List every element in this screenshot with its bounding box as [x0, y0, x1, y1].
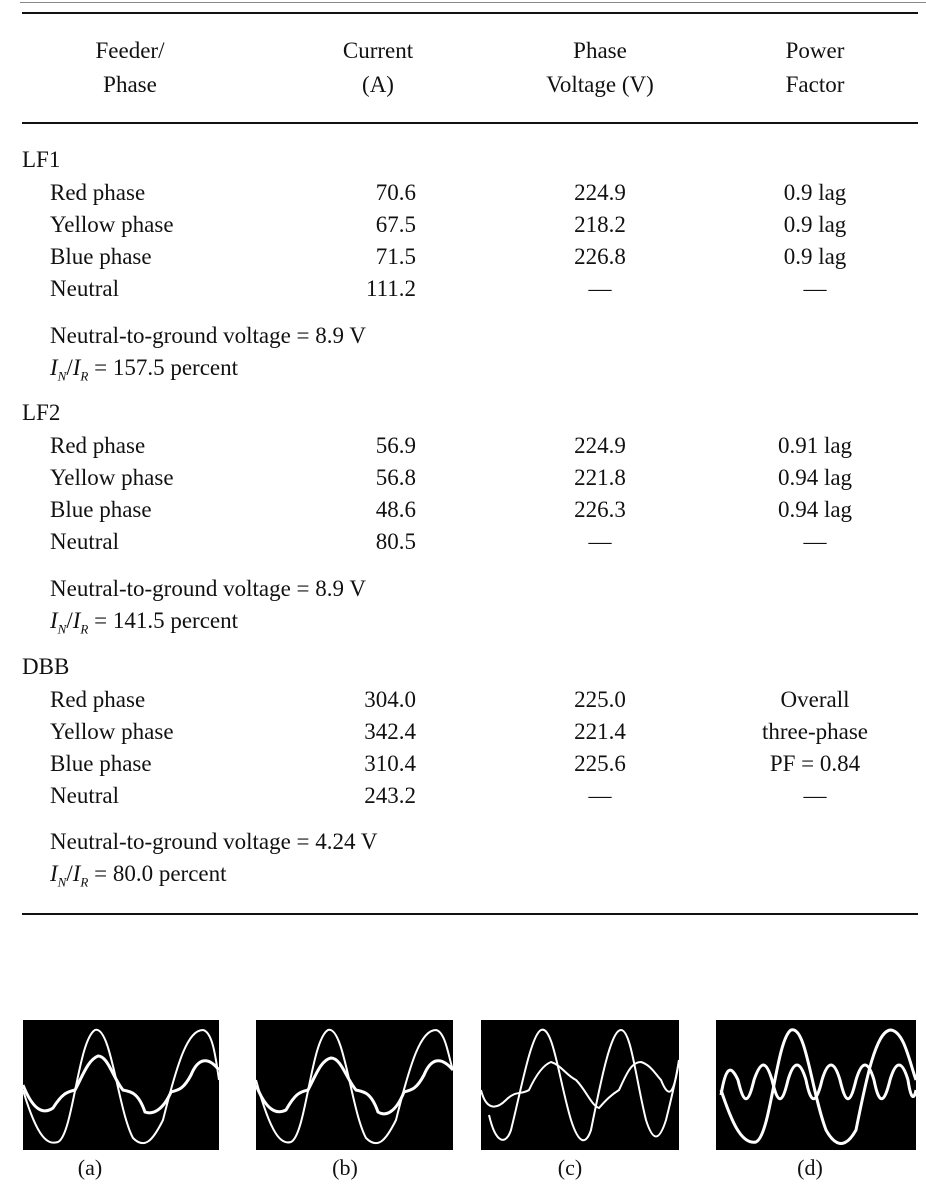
voltage-cell: 225.0	[574, 687, 626, 712]
header-line: (A)	[362, 72, 394, 97]
pf-cell: 0.94 lag	[777, 497, 853, 522]
header-line: Factor	[785, 72, 845, 97]
header-line: Voltage (V)	[546, 72, 654, 97]
table-row	[0, 780, 926, 812]
ng-label: Neutral-to-ground voltage =	[50, 576, 316, 601]
phase-cell: Red phase	[50, 687, 146, 712]
waveform-icon	[481, 1020, 679, 1150]
voltage-cell: —	[588, 276, 612, 301]
waveform-icon	[256, 1020, 453, 1150]
voltage-cell: 221.4	[574, 719, 626, 744]
current-cell: 111.2	[365, 276, 416, 301]
phase-cell: Red phase	[50, 433, 146, 458]
header-line: Phase	[573, 38, 627, 63]
neutral-ratio-note: $I_N/I_R = 80.0$ percent	[50, 861, 227, 890]
header-bottom-rule	[22, 122, 918, 124]
header-line: Phase	[103, 72, 157, 97]
phase-cell: Blue phase	[50, 497, 152, 522]
table-row	[0, 684, 926, 716]
pf-cell: 0.9 lag	[783, 212, 847, 237]
oscillogram-d	[716, 1020, 916, 1150]
oscillogram-a	[23, 1020, 219, 1150]
current-cell: 304.0	[364, 687, 416, 712]
caption-c: (c)	[557, 1155, 583, 1180]
neutral-ground-note	[50, 320, 366, 352]
table-row	[0, 716, 926, 748]
current-cell: 56.9	[375, 433, 416, 458]
current-cell: 80.5	[375, 529, 416, 554]
header-feeder-phase	[70, 34, 190, 102]
pf-cell: PF = 0.84	[769, 751, 861, 776]
ng-value: 8.9 V	[315, 323, 366, 348]
caption-d: (d)	[797, 1155, 823, 1180]
group-title-dbb: DBB	[22, 654, 70, 679]
voltage-cell: —	[588, 783, 612, 808]
ratio-subscript: N	[57, 874, 67, 890]
oscillogram-b	[256, 1020, 453, 1150]
pf-cell: —	[803, 529, 827, 554]
group-title-lf2: LF2	[22, 400, 61, 425]
top-rule-faint	[20, 2, 926, 3]
caption-a: (a)	[77, 1155, 103, 1180]
ratio-symbol: I	[50, 355, 58, 380]
table-row	[0, 241, 926, 273]
table-bottom-rule	[22, 913, 918, 915]
ratio-value: = 80.0 percent	[88, 861, 227, 886]
current-cell: 342.4	[364, 719, 416, 744]
pf-cell: —	[803, 783, 827, 808]
ratio-value: = 157.5 percent	[88, 355, 239, 380]
header-line: Power	[785, 38, 845, 63]
table-row	[0, 526, 926, 558]
table-row	[0, 494, 926, 526]
neutral-ground-note	[50, 826, 377, 858]
neutral-ground-note	[50, 573, 366, 605]
pf-cell: 0.9 lag	[783, 244, 847, 269]
current-cell: 310.4	[364, 751, 416, 776]
table-row	[0, 430, 926, 462]
phase-cell: Blue phase	[50, 244, 152, 269]
table-row	[0, 209, 926, 241]
ratio-subscript: R	[80, 368, 89, 384]
header-current	[318, 34, 438, 102]
neutral-ratio-note: $I_N/I_R = 141.5$ percent	[50, 608, 239, 637]
pf-cell: —	[803, 276, 827, 301]
phase-cell: Yellow phase	[50, 212, 174, 237]
pf-cell: Overall	[780, 687, 850, 712]
phase-cell: Red phase	[50, 180, 146, 205]
table-row	[0, 177, 926, 209]
current-cell: 71.5	[375, 244, 416, 269]
ng-label: Neutral-to-ground voltage =	[50, 323, 316, 348]
header-line: Feeder/	[95, 38, 165, 63]
header-power-factor	[750, 34, 880, 102]
table-top-rule	[22, 12, 918, 14]
phase-cell: Yellow phase	[50, 465, 174, 490]
current-cell: 48.6	[375, 497, 416, 522]
group-title-lf1: LF1	[22, 147, 61, 172]
voltage-cell: 226.8	[574, 244, 626, 269]
table-row	[0, 462, 926, 494]
pf-cell: 0.91 lag	[777, 433, 853, 458]
ratio-subscript: N	[57, 368, 67, 384]
phase-cell: Neutral	[50, 783, 119, 808]
pf-cell: 0.9 lag	[783, 180, 847, 205]
ratio-symbol: I	[50, 608, 58, 633]
ratio-symbol: I	[50, 861, 58, 886]
voltage-cell: 225.6	[574, 751, 626, 776]
neutral-ratio-note: $I_N/I_R = 157.5$ percent	[50, 355, 239, 384]
current-cell: 56.8	[375, 465, 416, 490]
waveform-icon	[716, 1020, 916, 1150]
current-cell: 67.5	[375, 212, 416, 237]
ratio-subscript: N	[57, 621, 67, 637]
current-cell: 70.6	[375, 180, 416, 205]
ratio-subscript: R	[80, 874, 89, 890]
voltage-cell: —	[588, 529, 612, 554]
phase-cell: Yellow phase	[50, 719, 174, 744]
current-cell: 243.2	[364, 783, 416, 808]
waveform-icon	[23, 1020, 219, 1150]
voltage-cell: 224.9	[574, 180, 626, 205]
ng-value: 4.24 V	[315, 829, 378, 854]
ratio-symbol: I	[72, 355, 81, 380]
voltage-cell: 224.9	[574, 433, 626, 458]
ratio-value: = 141.5 percent	[88, 608, 239, 633]
header-phase-voltage	[525, 34, 675, 102]
pf-cell: 0.94 lag	[777, 465, 853, 490]
voltage-cell: 226.3	[574, 497, 626, 522]
phase-cell: Neutral	[50, 276, 119, 301]
ratio-subscript: R	[80, 621, 89, 637]
pf-cell: three-phase	[762, 719, 868, 744]
ng-label: Neutral-to-ground voltage =	[50, 829, 316, 854]
voltage-cell: 218.2	[574, 212, 626, 237]
ratio-symbol: I	[72, 608, 81, 633]
voltage-cell: 221.8	[574, 465, 626, 490]
ng-value: 8.9 V	[315, 576, 366, 601]
table-row	[0, 273, 926, 305]
oscillogram-c	[481, 1020, 679, 1150]
phase-cell: Neutral	[50, 529, 119, 554]
phase-cell: Blue phase	[50, 751, 152, 776]
table-row	[0, 748, 926, 780]
header-line: Current	[342, 38, 414, 63]
ratio-symbol: I	[72, 861, 81, 886]
caption-b: (b)	[332, 1155, 358, 1180]
